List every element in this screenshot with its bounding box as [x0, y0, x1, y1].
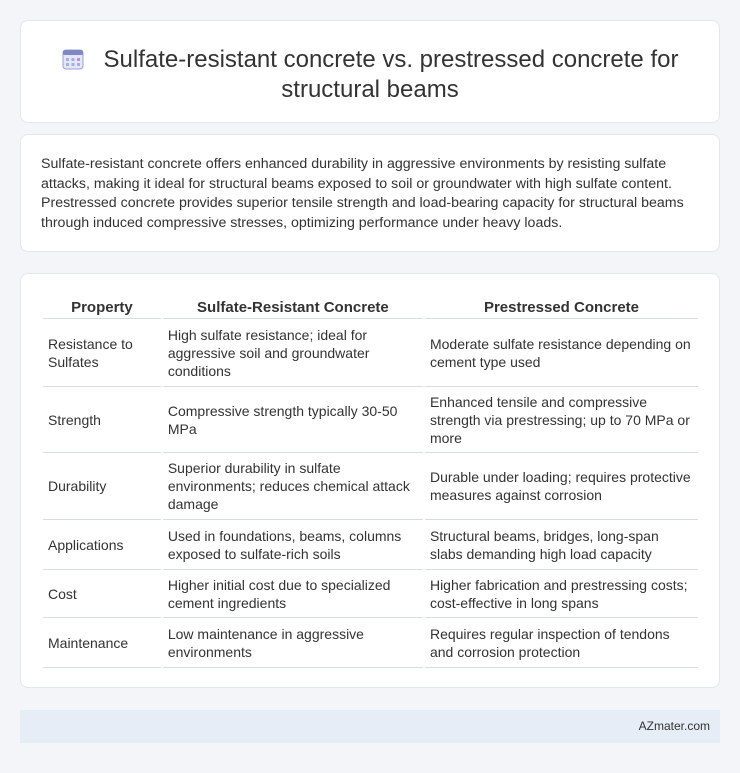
row-property: Durability [43, 453, 161, 520]
row-prestressed-value: Enhanced tensile and compressive strength via prestressing; up to 70 MPa or more [425, 387, 698, 453]
row-sulfate-value: High sulfate resistance; ideal for aggressive soil and groundwater conditions [163, 319, 423, 387]
header-prestressed: Prestressed Concrete [425, 297, 698, 319]
title-wrap [61, 45, 679, 105]
row-property: Applications [43, 520, 161, 570]
row-property: Resistance to Sulfates [43, 319, 161, 387]
summary-card [20, 134, 720, 252]
table-row [43, 618, 698, 668]
calendar-grid-icon [62, 48, 84, 70]
row-property: Cost [43, 570, 161, 618]
summary-text: Sulfate-resistant concrete offers enhanced durability in aggressive environments by resisting sulfate attacks, making it ideal for structural beams exposed to soil or groundwater with high sulfate content. Prestressed concrete provides superior tensile strength and load-bearing capacity for structural beams through induced compressive stresses, optimizing performance under heavy loads. [41, 156, 684, 231]
table-row [43, 520, 698, 570]
table-row [43, 387, 698, 453]
header-sulfate-resistant: Sulfate-Resistant Concrete [163, 297, 423, 319]
comparison-table-card [20, 273, 720, 688]
header-property: Property [43, 297, 161, 319]
row-sulfate-value: Used in foundations, beams, columns exposed to sulfate-rich soils [163, 520, 423, 570]
row-prestressed-value: Structural beams, bridges, long-span slabs demanding high load capacity [425, 520, 698, 570]
page-title: Sulfate-resistant concrete vs. prestressed concrete for structural beams [103, 46, 679, 103]
row-sulfate-value: Higher initial cost due to specialized cement ingredients [163, 570, 423, 618]
row-prestressed-value: Higher fabrication and prestressing costs; cost-effective in long spans [425, 570, 698, 618]
row-property: Strength [43, 387, 161, 453]
row-sulfate-value: Compressive strength typically 30-50 MPa [163, 387, 423, 453]
comparison-table [41, 297, 700, 668]
title-card [20, 20, 720, 123]
table-row [43, 570, 698, 618]
table-header-row [43, 297, 698, 319]
row-prestressed-value: Durable under loading; requires protective measures against corrosion [425, 453, 698, 520]
row-sulfate-value: Low maintenance in aggressive environments [163, 618, 423, 668]
row-property: Maintenance [43, 618, 161, 668]
table-row [43, 319, 698, 387]
row-sulfate-value: Superior durability in sulfate environments; reduces chemical attack damage [163, 453, 423, 520]
footer-site-link[interactable]: AZmater.com [638, 719, 710, 733]
row-prestressed-value: Requires regular inspection of tendons and corrosion protection [425, 618, 698, 668]
row-prestressed-value: Moderate sulfate resistance depending on cement type used [425, 319, 698, 387]
table-row [43, 453, 698, 520]
footer-bar [20, 710, 720, 743]
